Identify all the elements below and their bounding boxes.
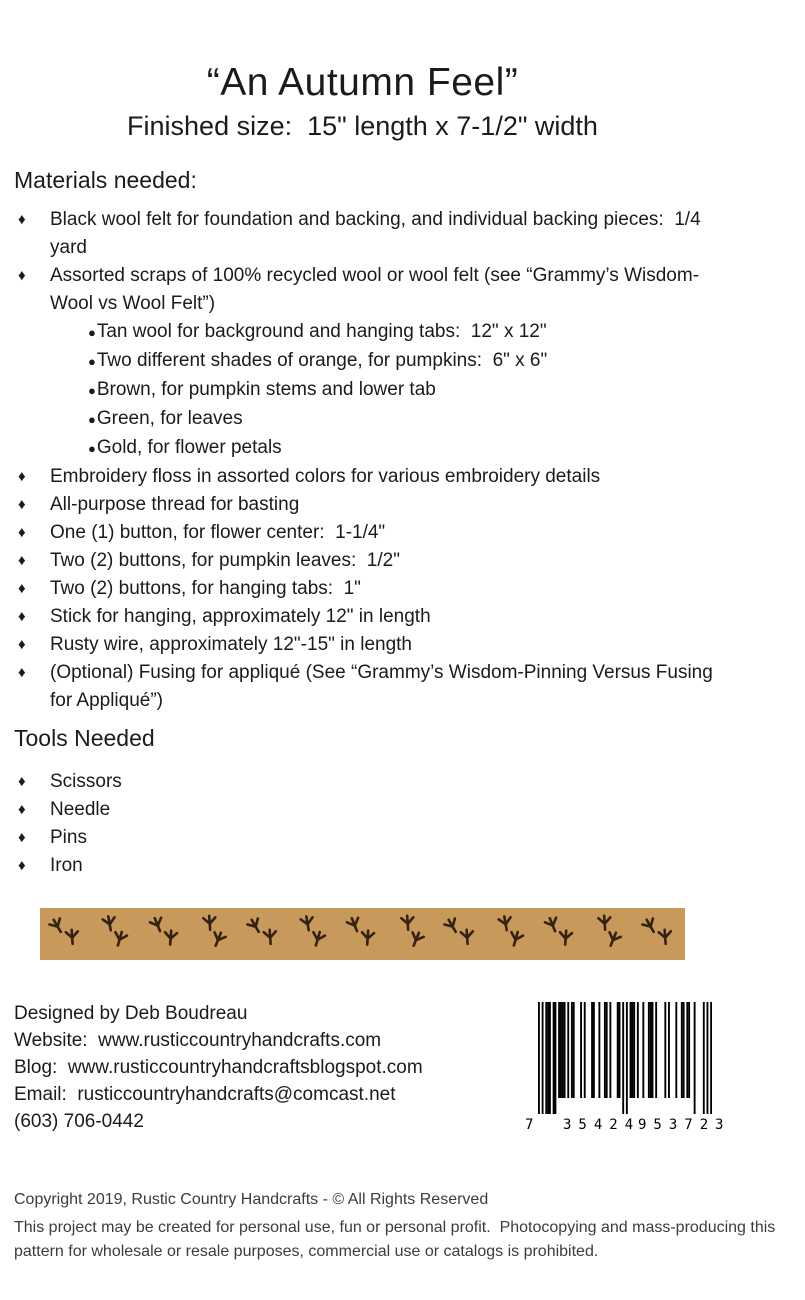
diamond-bullet-icon: ♦ bbox=[18, 636, 26, 653]
list-item-text: Needle bbox=[50, 799, 111, 820]
list-item-text: Two different shades of orange, for pumpkins: 6" x 6" bbox=[96, 350, 548, 371]
list-item bbox=[14, 463, 720, 491]
list-item bbox=[14, 262, 720, 318]
circle-bullet-icon: ● bbox=[88, 412, 96, 427]
diamond-bullet-icon: ♦ bbox=[18, 267, 26, 284]
tools-list bbox=[14, 768, 720, 880]
bird-track-icon bbox=[346, 916, 378, 952]
list-item bbox=[14, 376, 720, 405]
list-item-text: Two (2) buttons, for pumpkin leaves: 1/2" bbox=[50, 550, 400, 571]
website-line: Website: www.rusticcountryhandcrafts.com bbox=[14, 1030, 382, 1051]
barcode-digit-group1: 35424 bbox=[563, 1117, 641, 1133]
list-item-text: Pins bbox=[50, 827, 87, 848]
license-text: This project may be created for personal use, fun or personal profit. Photocopying and mass-producing this pattern for wholesale or resale purposes, commercial use or catalogs is prohibited. bbox=[14, 1219, 780, 1260]
list-item-text: Gold, for flower petals bbox=[96, 437, 282, 458]
diamond-bullet-icon: ♦ bbox=[18, 580, 26, 597]
list-item-text: Iron bbox=[50, 855, 83, 876]
header bbox=[0, 60, 725, 146]
copyright-line: Copyright 2019, Rustic Country Handcrafts - © All Rights Reserved bbox=[14, 1191, 489, 1208]
decorative-band bbox=[40, 908, 685, 960]
list-item-text: Brown, for pumpkin stems and lower tab bbox=[96, 379, 436, 400]
copyright-block bbox=[14, 1188, 789, 1264]
list-item bbox=[14, 519, 720, 547]
blog-line: Blog: www.rusticcountryhandcraftsblogspot.com bbox=[14, 1057, 423, 1078]
diamond-bullet-icon: ♦ bbox=[18, 552, 26, 569]
barcode-digit-group2: 95372 bbox=[638, 1117, 716, 1133]
circle-bullet-icon: ● bbox=[88, 354, 96, 369]
bird-track-icon bbox=[297, 916, 329, 952]
diamond-bullet-icon: ♦ bbox=[18, 524, 26, 541]
bird-track-icon bbox=[198, 916, 230, 952]
list-item bbox=[14, 434, 720, 463]
diamond-bullet-icon: ♦ bbox=[18, 496, 26, 513]
list-item bbox=[14, 575, 720, 603]
list-item bbox=[14, 547, 720, 575]
list-item-text: One (1) button, for flower center: 1-1/4" bbox=[50, 522, 386, 543]
bird-track-icon bbox=[50, 916, 82, 952]
list-item-text: Rusty wire, approximately 12"-15" in length bbox=[50, 634, 412, 655]
diamond-bullet-icon: ♦ bbox=[18, 773, 26, 790]
list-item bbox=[14, 603, 720, 631]
circle-bullet-icon: ● bbox=[88, 441, 96, 456]
list-item bbox=[14, 796, 720, 824]
list-item-text: Assorted scraps of 100% recycled wool or wool felt (see “Grammy’s Wisdom-Wool vs Wool Felt”) bbox=[50, 265, 700, 314]
list-item-text: Stick for hanging, approximately 12" in length bbox=[50, 606, 431, 627]
list-item bbox=[14, 768, 720, 796]
bird-track-icon bbox=[495, 916, 527, 952]
list-item bbox=[14, 659, 720, 715]
list-item bbox=[14, 318, 720, 347]
phone-line: (603) 706-0442 bbox=[14, 1111, 144, 1132]
diamond-bullet-icon: ♦ bbox=[18, 664, 26, 681]
list-item bbox=[14, 631, 720, 659]
list-item-text: Green, for leaves bbox=[96, 408, 243, 429]
bird-track-icon bbox=[643, 916, 675, 952]
email-line: Email: rusticcountryhandcrafts@comcast.net bbox=[14, 1084, 396, 1105]
tools-section bbox=[14, 724, 720, 880]
contact-block bbox=[14, 1000, 423, 1135]
materials-list bbox=[14, 206, 720, 715]
bird-track-icon bbox=[149, 916, 181, 952]
list-item-text: Embroidery floss in assorted colors for various embroidery details bbox=[50, 466, 601, 487]
list-item-text: Black wool felt for foundation and backing, and individual backing pieces: 1/4 yard bbox=[50, 209, 706, 258]
bird-track-icon bbox=[593, 916, 625, 952]
list-item bbox=[14, 405, 720, 434]
bird-track-icon bbox=[99, 916, 131, 952]
barcode-digit-right: 3 bbox=[715, 1117, 724, 1133]
circle-bullet-icon: ● bbox=[88, 325, 96, 340]
materials-heading: Materials needed: bbox=[14, 167, 197, 193]
diamond-bullet-icon: ♦ bbox=[18, 857, 26, 874]
diamond-bullet-icon: ♦ bbox=[18, 801, 26, 818]
list-item bbox=[14, 852, 720, 880]
diamond-bullet-icon: ♦ bbox=[18, 608, 26, 625]
materials-section bbox=[14, 166, 720, 715]
page-title: “An Autumn Feel” bbox=[206, 61, 519, 104]
list-item-text: Scissors bbox=[50, 771, 122, 792]
diamond-bullet-icon: ♦ bbox=[18, 468, 26, 485]
bird-track-icon bbox=[445, 916, 477, 952]
finished-size-subtitle: Finished size: 15" length x 7-1/2" width bbox=[127, 111, 598, 141]
list-item-text: (Optional) Fusing for appliqué (See “Grammy’s Wisdom-Pinning Versus Fusing for Appliqué”) bbox=[50, 662, 719, 711]
bird-track-icon bbox=[544, 916, 576, 952]
designed-by-line: Designed by Deb Boudreau bbox=[14, 1003, 248, 1024]
bird-track-icon bbox=[248, 916, 280, 952]
barcode-bars bbox=[538, 1002, 712, 1114]
list-item bbox=[14, 347, 720, 376]
circle-bullet-icon: ● bbox=[88, 383, 96, 398]
list-item bbox=[14, 206, 720, 262]
diamond-bullet-icon: ♦ bbox=[18, 211, 26, 228]
list-item-text: Two (2) buttons, for hanging tabs: 1" bbox=[50, 578, 361, 599]
list-item-text: Tan wool for background and hanging tabs: 12" x 12" bbox=[96, 321, 547, 342]
upc-barcode bbox=[525, 1002, 725, 1140]
list-item-text: All-purpose thread for basting bbox=[50, 494, 300, 515]
tools-heading: Tools Needed bbox=[14, 725, 155, 751]
list-item bbox=[14, 491, 720, 519]
list-item bbox=[14, 824, 720, 852]
diamond-bullet-icon: ♦ bbox=[18, 829, 26, 846]
barcode-digit-left: 7 bbox=[525, 1117, 534, 1133]
bird-track-icon bbox=[396, 916, 428, 952]
